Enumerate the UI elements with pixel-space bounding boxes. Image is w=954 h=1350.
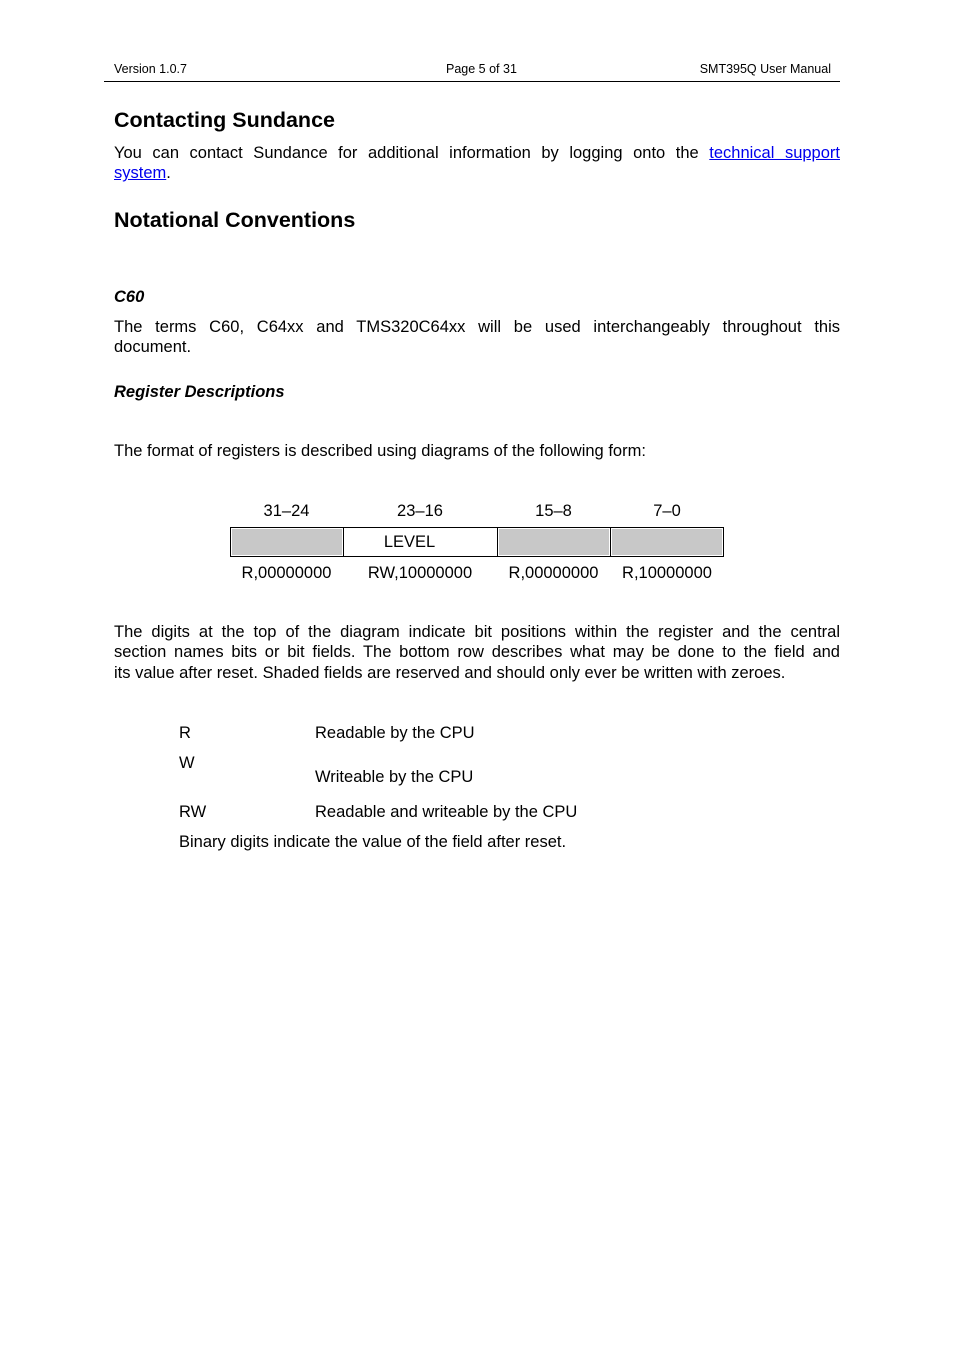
header-page-number: Page 5 of 31 <box>446 62 517 76</box>
explanation-paragraph <box>114 622 840 683</box>
legend-key: W <box>179 754 195 772</box>
contacting-heading: Contacting Sundance <box>114 108 335 132</box>
legend-note: Binary digits indicate the value of the field after reset. <box>179 833 567 851</box>
bit-range-label: 31–24 <box>263 502 310 520</box>
header-manual-title: SMT395Q User Manual <box>699 62 831 76</box>
c60-paragraph <box>114 317 840 358</box>
access-label: R,00000000 <box>508 564 599 582</box>
level-field: LEVEL <box>344 528 498 556</box>
contacting-text: You can contact Sundance for additional information by logging onto the <box>114 144 699 162</box>
support-link-part-2[interactable]: system <box>114 164 167 183</box>
explanation-line-2: section names bits or bit fields. The bottom row describes what may be done to the field and <box>114 643 840 662</box>
bit-range-label: 7–0 <box>653 502 681 520</box>
access-label: RW,10000000 <box>367 564 473 582</box>
legend-description: Readable by the CPU <box>315 724 475 742</box>
access-label: R,00000000 <box>241 564 332 582</box>
header-divider <box>104 81 840 82</box>
c60-heading: C60 <box>114 288 145 306</box>
access-label: R,10000000 <box>622 564 712 582</box>
explanation-line-1: The digits at the top of the diagram indicate bit positions within the register and the central <box>114 623 840 641</box>
register-descriptions-heading: Register Descriptions <box>114 383 285 401</box>
contacting-paragraph <box>114 143 840 184</box>
contacting-line-1 <box>114 143 840 163</box>
contacting-period: . <box>166 164 171 183</box>
legend-description: Readable and writeable by the CPU <box>315 803 578 821</box>
support-link-part-1[interactable]: technical support <box>709 144 840 162</box>
reserved-field <box>611 528 723 556</box>
register-field-row <box>230 527 724 557</box>
header-version: Version 1.0.7 <box>114 62 187 76</box>
legend-description: Writeable by the CPU <box>315 768 474 786</box>
reserved-field <box>231 528 344 556</box>
register-intro-text: The format of registers is described using diagrams of the following form: <box>114 442 646 460</box>
conventions-heading: Notational Conventions <box>114 208 356 232</box>
bit-range-label: 15–8 <box>535 502 572 520</box>
c60-line-1: The terms C60, C64xx and TMS320C64xx will be used interchangeably throughout this <box>114 318 840 336</box>
legend-key: RW <box>179 803 207 821</box>
explanation-line-3: its value after reset. Shaded fields are reserved and should only ever be written with zeroes. <box>114 663 786 682</box>
legend-key: R <box>179 724 191 742</box>
contacting-line-2 <box>114 163 840 183</box>
bit-range-label: 23–16 <box>397 502 443 520</box>
c60-line-2: document. <box>114 338 192 357</box>
reserved-field <box>498 528 611 556</box>
